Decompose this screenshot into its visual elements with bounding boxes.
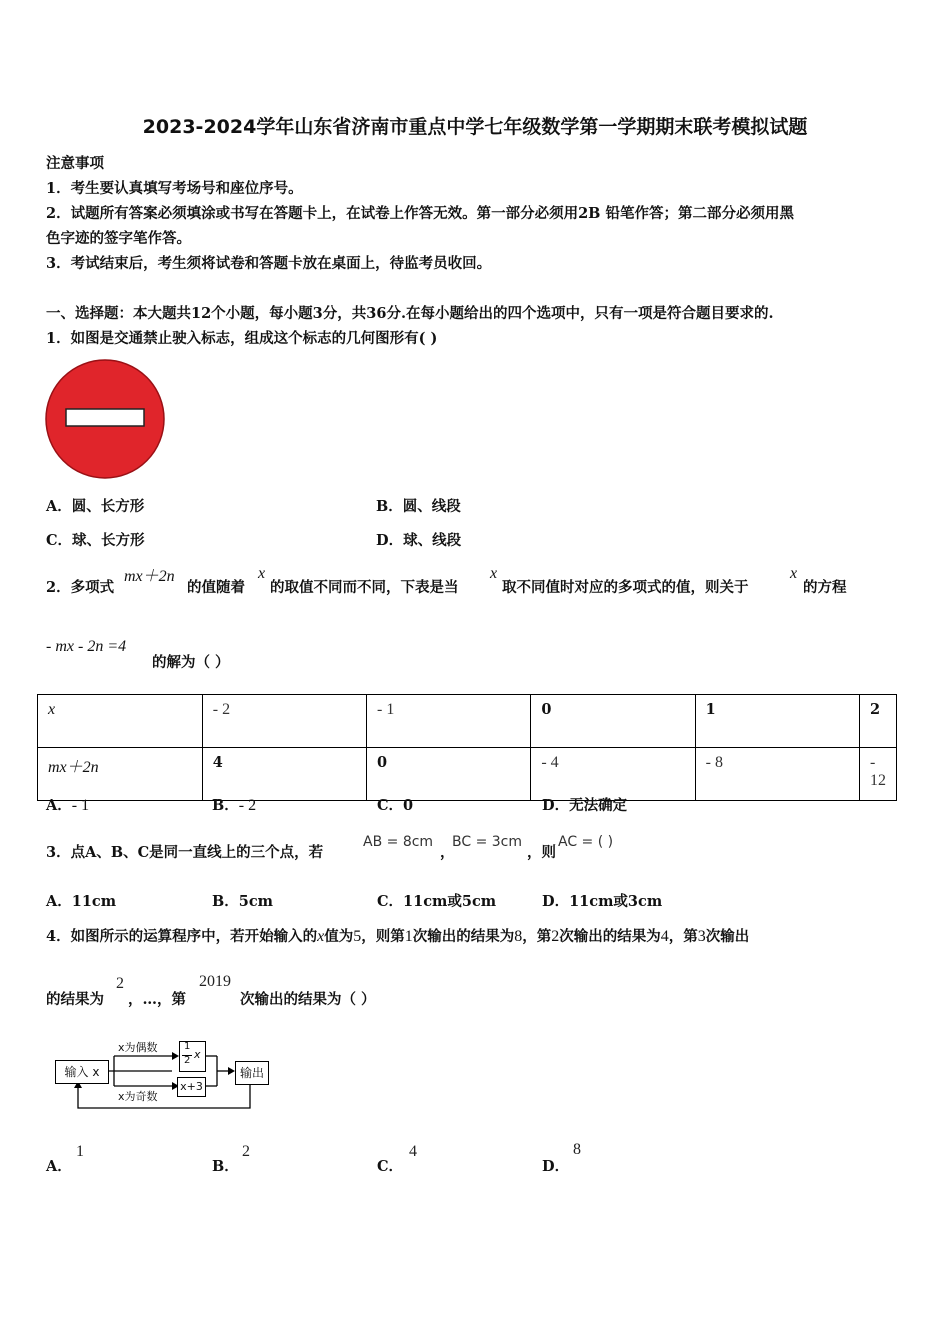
q1-option-b[interactable]: B．圆、线段 bbox=[376, 498, 461, 515]
flow-plus3-box: x+3 bbox=[177, 1077, 206, 1097]
q4-option-d-value: 8 bbox=[573, 1141, 581, 1158]
q1-option-d[interactable]: D．球、线段 bbox=[376, 532, 462, 549]
q2-value-table bbox=[37, 694, 897, 801]
q4-text: 值为 bbox=[324, 928, 354, 945]
q4-num: 8 bbox=[514, 928, 523, 945]
q3-comma: ， bbox=[440, 844, 455, 861]
q4-sup-2019: 2019 bbox=[199, 973, 231, 990]
table-cell bbox=[531, 748, 695, 801]
no-entry-sign-icon bbox=[44, 358, 166, 480]
table-row bbox=[38, 748, 897, 801]
q3-option-c[interactable]: C．11cm或5cm bbox=[377, 893, 497, 910]
q4-num: 1 bbox=[404, 928, 413, 945]
q3-option-b[interactable]: B．5cm bbox=[212, 893, 274, 910]
q3-stem-2: ，则 bbox=[527, 844, 556, 861]
cell-text: 1 bbox=[705, 701, 716, 718]
option-value: 无法确定 bbox=[569, 797, 628, 814]
q4-option-a-value: 1 bbox=[76, 1143, 84, 1160]
q4-option-d[interactable]: D． bbox=[542, 1158, 570, 1175]
q4-var-x: x bbox=[317, 928, 325, 945]
option-value: - 2 bbox=[238, 797, 257, 814]
q4-stem-line2c: 次输出的结果为（ ） bbox=[240, 991, 376, 1008]
cell-text: - 2 bbox=[212, 701, 231, 718]
q2-stem-1: 2．多项式 bbox=[46, 579, 115, 596]
sign-bar bbox=[66, 409, 144, 426]
flow-odd-label: x为奇数 bbox=[118, 1090, 158, 1103]
notice-item-2-cont: 色字迹的签字笔作答。 bbox=[46, 230, 191, 247]
q4-text: 次输出的结果为 bbox=[412, 928, 515, 945]
q4-text: 次输出 bbox=[705, 928, 750, 945]
q4-text: ，第 bbox=[522, 928, 552, 945]
q4-num: 4 bbox=[660, 928, 669, 945]
notice-item-3: 3．考试结束后，考生须将试卷和答题卡放在桌面上，待监考员收回。 bbox=[46, 255, 492, 272]
q4-text: ，第 bbox=[668, 928, 698, 945]
q2-stem-3: 的取值不同而不同，下表是当 bbox=[270, 579, 459, 596]
page-title: 2023-2024学年山东省济南市重点中学七年级数学第一学期期末联考模拟试题 bbox=[142, 116, 808, 138]
option-value: 0 bbox=[403, 797, 414, 814]
cell-text: 4 bbox=[212, 754, 223, 771]
q3-option-d[interactable]: D．11cm或3cm bbox=[542, 893, 663, 910]
table-cell bbox=[38, 748, 203, 801]
q4-num: 2 bbox=[551, 928, 560, 945]
section-heading: 一、选择题：本大题共12个小题，每小题3分，共36分.在每小题给出的四个选项中，只有一项是符合题目要求的. bbox=[46, 305, 774, 322]
q4-stem-line1 bbox=[46, 925, 749, 946]
table-cell bbox=[202, 748, 366, 801]
cell-text: - 1 bbox=[377, 701, 395, 718]
q2-var-x2: x bbox=[490, 565, 498, 582]
q2-option-b[interactable] bbox=[212, 794, 256, 815]
q2-option-a[interactable] bbox=[46, 794, 89, 815]
cell-text: - 8 bbox=[705, 754, 723, 771]
q4-option-b-value: 2 bbox=[242, 1143, 250, 1160]
cell-text: - 12 bbox=[869, 754, 886, 789]
q4-sup-2: 2 bbox=[116, 975, 124, 992]
cell-text: 2 bbox=[869, 701, 881, 718]
table-cell bbox=[202, 695, 366, 748]
table-cell bbox=[531, 695, 695, 748]
q2-stem-6: 的解为（ ） bbox=[152, 654, 230, 671]
q4-num: 5 bbox=[353, 928, 362, 945]
q3-stem-1: 3．点A、B、C是同一直线上的三个点，若 bbox=[46, 844, 324, 861]
half-denominator: 2 bbox=[184, 1055, 191, 1066]
q3-ab: AB = 8cm bbox=[363, 834, 434, 850]
option-label: A． bbox=[46, 797, 72, 814]
q2-stem-5: 的方程 bbox=[803, 579, 847, 596]
option-label: C． bbox=[377, 797, 404, 814]
q4-stem-line2b: ，…，第 bbox=[128, 991, 186, 1008]
cell-text: 0 bbox=[377, 754, 388, 771]
q2-option-c[interactable] bbox=[377, 794, 413, 815]
q4-option-c-value: 4 bbox=[409, 1143, 417, 1160]
table-cell bbox=[695, 748, 859, 801]
q2-stem-2: 的值随着 bbox=[187, 579, 245, 596]
q4-text: 次输出的结果为 bbox=[559, 928, 661, 945]
flow-even-label: x为偶数 bbox=[118, 1041, 158, 1054]
q4-option-b[interactable]: B． bbox=[212, 1158, 239, 1175]
q2-var-x1: x bbox=[258, 565, 266, 582]
q2-equation: - mx - 2n =4 bbox=[46, 638, 127, 655]
q1-option-a[interactable]: A．圆、长方形 bbox=[46, 498, 145, 515]
q3-option-a[interactable]: A．11cm bbox=[46, 893, 117, 910]
q4-num: 3 bbox=[697, 928, 706, 945]
q3-bc: BC = 3cm bbox=[452, 834, 523, 850]
notice-item-2: 2．试题所有答案必须填涂或书写在答题卡上，在试卷上作答无效。第一部分必须用2B 铅笔作答；第二部分必须用黑 bbox=[46, 205, 794, 222]
table-cell bbox=[859, 695, 896, 748]
table-cell bbox=[859, 748, 896, 801]
flow-output-box: 输出 bbox=[235, 1061, 269, 1085]
option-label: D． bbox=[542, 797, 570, 814]
table-cell bbox=[38, 695, 203, 748]
q2-option-d[interactable] bbox=[542, 794, 627, 815]
table-cell bbox=[367, 748, 531, 801]
q1-option-c[interactable]: C．球、长方形 bbox=[46, 532, 145, 549]
q2-stem-4: 取不同值时对应的多项式的值，则关于 bbox=[502, 579, 749, 596]
flow-half-box bbox=[179, 1041, 206, 1072]
cell-text: mx＋2n bbox=[48, 759, 99, 776]
cell-text: 0 bbox=[541, 701, 552, 718]
q4-flowchart bbox=[52, 1036, 277, 1116]
flow-input-box: 输入 x bbox=[55, 1060, 109, 1084]
q2-var-x3: x bbox=[790, 565, 798, 582]
option-label: B． bbox=[212, 797, 239, 814]
q4-option-a[interactable]: A． bbox=[46, 1158, 72, 1175]
q4-text: ，则第 bbox=[361, 928, 405, 945]
notice-heading: 注意事项 bbox=[46, 155, 104, 172]
notice-item-1: 1．考生要认真填写考场号和座位序号。 bbox=[46, 180, 303, 197]
q4-stem-line2a: 的结果为 bbox=[46, 991, 104, 1008]
half-variable: x bbox=[194, 1048, 201, 1061]
table-row bbox=[38, 695, 897, 748]
table-cell bbox=[367, 695, 531, 748]
q4-text: 4．如图所示的运算程序中，若开始输入的 bbox=[46, 928, 318, 945]
table-cell bbox=[695, 695, 859, 748]
cell-text: x bbox=[48, 701, 56, 718]
half-numerator: 1 bbox=[184, 1041, 191, 1052]
q4-option-c[interactable]: C． bbox=[377, 1158, 404, 1175]
q1-stem: 1．如图是交通禁止驶入标志，组成这个标志的几何图形有( ) bbox=[46, 330, 438, 347]
q2-expression: mx＋2n bbox=[124, 568, 175, 585]
q3-ac: AC = ( ) bbox=[558, 834, 614, 850]
cell-text: - 4 bbox=[541, 754, 559, 771]
option-value: - 1 bbox=[71, 797, 90, 814]
